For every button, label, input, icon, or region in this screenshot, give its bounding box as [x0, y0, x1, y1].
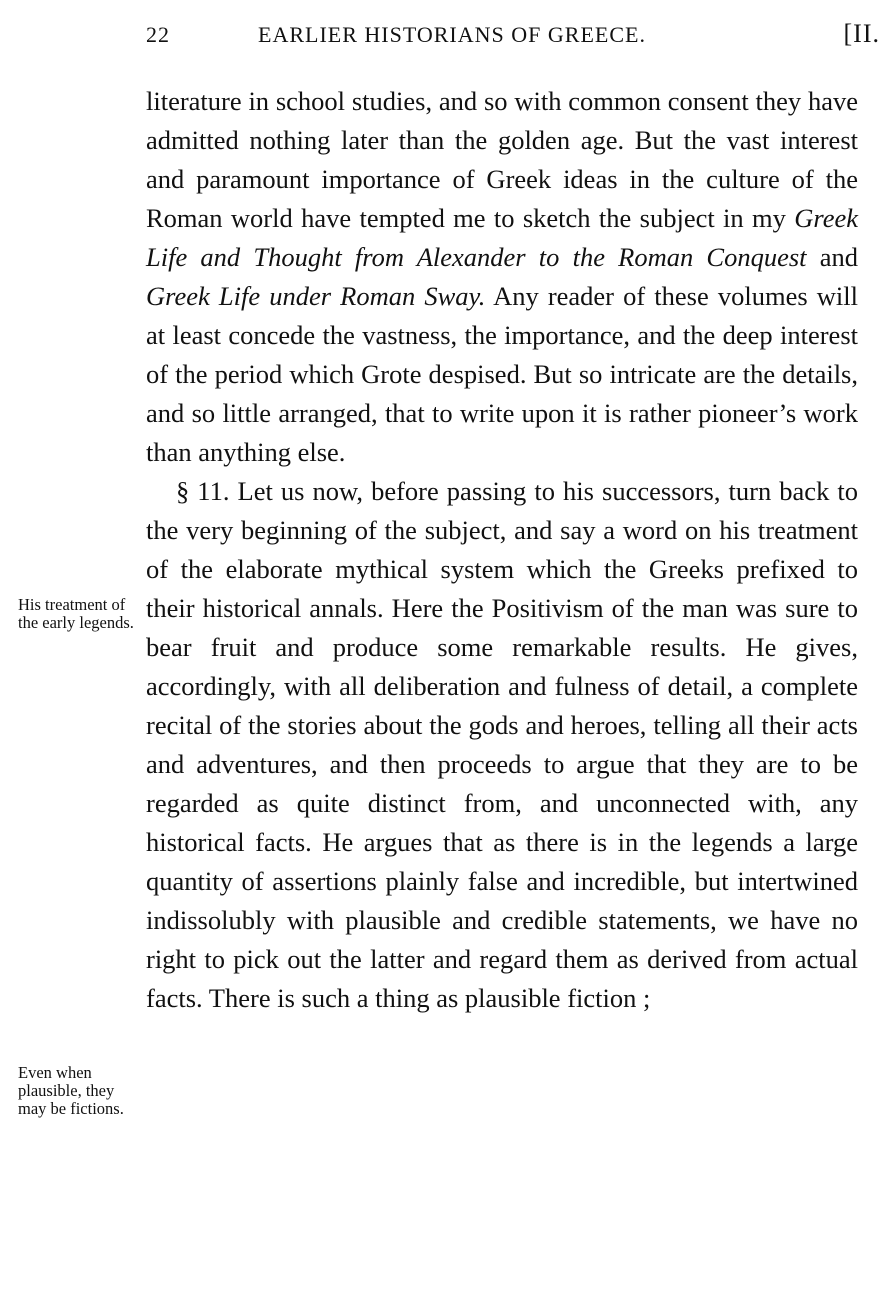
margin-note-treatment-of-legends: His treatment of the early legends.	[18, 595, 134, 632]
section-11-paragraph: § 11. Let us now, before passing to his successors, turn back to the very beginning of the subject, and say a word on his treatment of the elaborate mythical system which the Greeks prefixed to their historical annals. Here the Positivism of the man was sure to bear fruit and produce some remarkable results. He gives, accordingly, with all deliberation and fulness of detail, a complete recital of the stories about the gods and heroes, telling all their acts and adventures, and then proceeds to argue that they are to be regarded as quite distinct from, and unconnected with, any historical facts. He argues that as there is in the legends a large quantity of assertions plainly false and incredible, but intertwined indissolubly with plausible and credible statements, we have no right to pick out the latter and regard them as derived from actual facts. There is such a thing as plausible fiction ;	[146, 476, 858, 1013]
margin-note-plausible-fictions: Even when plausible, they may be fictions.	[18, 1063, 124, 1118]
paragraph-text: and	[806, 242, 859, 272]
body-text	[146, 82, 858, 1018]
running-header	[146, 19, 880, 56]
chapter-reference: [II.	[843, 19, 880, 48]
paragraph-text: literature in school studies, and so with common consent they have admitted nothing later than the golden age. But the vast interest and paramount importance of Greek ideas in the culture of the Roman world have tempted me to sketch the subject in my	[146, 86, 858, 233]
running-title: EARLIER HISTORIANS OF GREECE.	[258, 22, 646, 47]
book-title-greek-life-and-thought: Greek Life and Thought from Alexander to the Roman Conquest	[146, 203, 858, 272]
paragraph-continued	[146, 82, 858, 472]
book-title-greek-life-under-roman-sway: Greek Life under Roman Sway.	[146, 281, 486, 311]
paragraph-text: Any reader of these volumes will at least concede the vastness, the importance, and the deep interest of the period which Grote despised. But so intricate are the details, and so little arranged, that to write upon it is rather pioneer’s work than anything else.	[146, 281, 858, 467]
page-number: 22	[146, 22, 170, 47]
